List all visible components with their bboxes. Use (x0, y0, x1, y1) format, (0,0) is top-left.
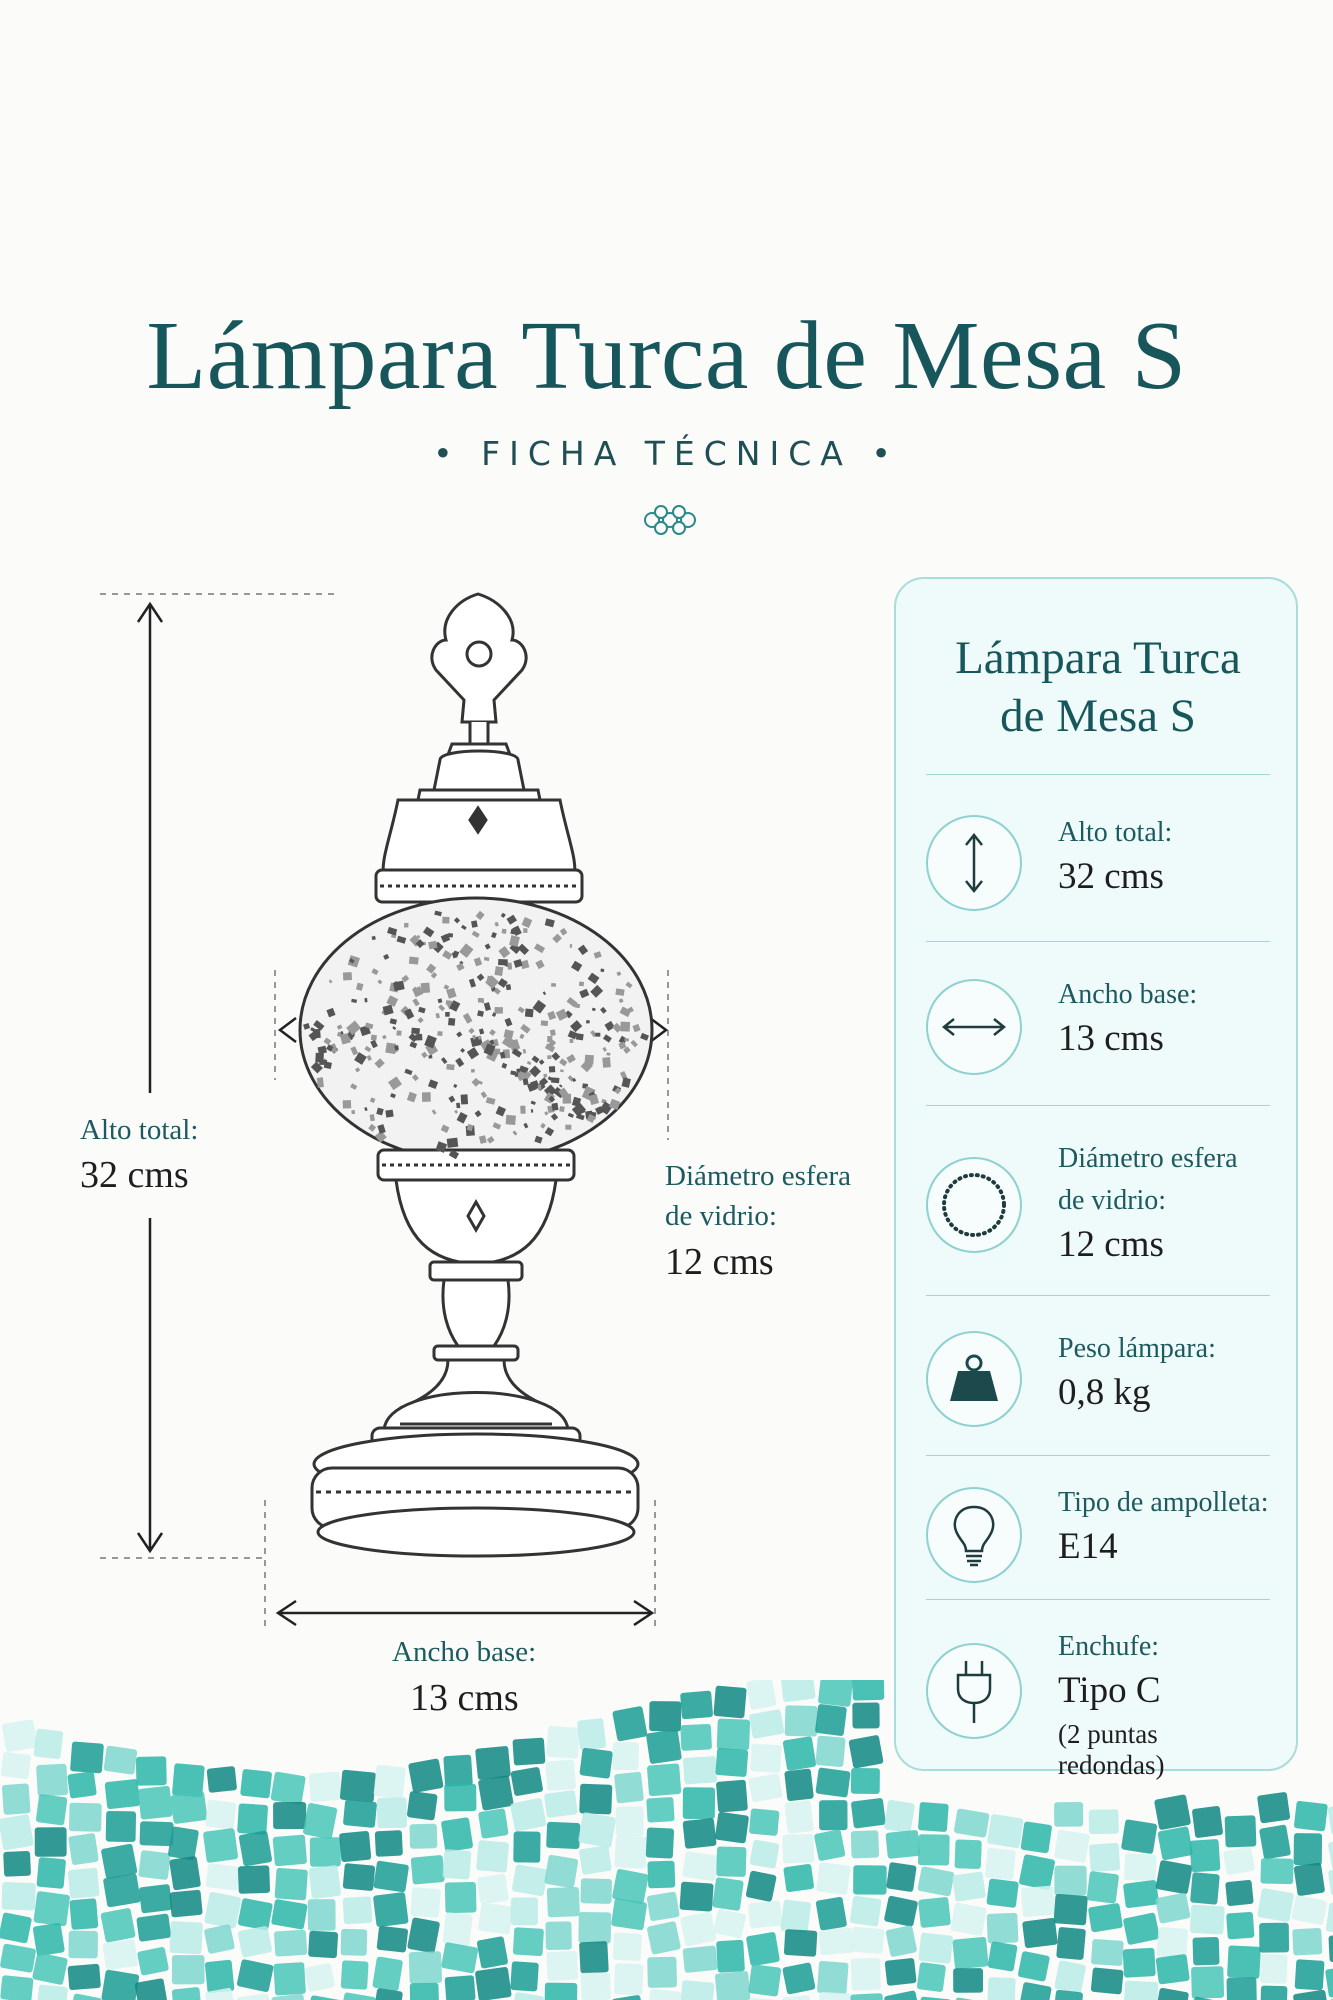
spec-label: Ancho base: (1058, 979, 1198, 1010)
horizontal-arrow-icon (926, 979, 1022, 1075)
spec-label: Tipo de ampolleta: (1058, 1487, 1269, 1518)
spec-card (894, 577, 1298, 1780)
spec-divider (926, 774, 1270, 775)
spec-label-line2: de vidrio: (1058, 1185, 1167, 1216)
spec-divider (926, 1105, 1270, 1106)
ornament-divider-icon (400, 500, 940, 540)
base-label: Ancho base: (392, 1636, 537, 1668)
spec-divider (926, 1599, 1270, 1600)
spec-row-height (926, 807, 1270, 917)
spec-value: 0,8 kg (1058, 1372, 1151, 1413)
spec-divider (926, 1295, 1270, 1296)
spec-value: Tipo C (1058, 1670, 1161, 1711)
light-bulb-icon (926, 1487, 1022, 1583)
spec-card-title-line2: de Mesa S (1000, 690, 1196, 742)
base-value: 13 cms (410, 1677, 519, 1719)
spec-divider (926, 941, 1270, 942)
sphere-label-line2: de vidrio: (665, 1200, 777, 1232)
spec-row-sphere (926, 1135, 1270, 1285)
spec-divider (926, 1455, 1270, 1456)
spec-card-title-line1: Lámpara Turca (955, 632, 1241, 684)
dotted-circle-icon (926, 1157, 1022, 1253)
height-value: 32 cms (80, 1154, 189, 1196)
page-subtitle: • FICHA TÉCNICA • (433, 434, 900, 473)
sphere-label-line1: Diámetro esfera (665, 1160, 851, 1192)
weight-icon (926, 1331, 1022, 1427)
spec-note: (2 puntas redondas) (1058, 1719, 1165, 1780)
spec-value: 32 cms (1058, 856, 1164, 897)
spec-label-line1: Diámetro esfera (1058, 1143, 1238, 1174)
spec-row-plug (926, 1623, 1270, 1780)
spec-value: 13 cms (1058, 1018, 1164, 1059)
spec-value: 12 cms (1058, 1224, 1164, 1265)
vertical-arrow-icon (926, 815, 1022, 911)
sphere-value: 12 cms (665, 1241, 774, 1283)
spec-row-bulb (926, 1479, 1270, 1589)
spec-row-base (926, 971, 1270, 1081)
spec-row-weight (926, 1323, 1270, 1433)
page-title: Lámpara Turca de Mesa S (146, 302, 1187, 410)
spec-label: Peso lámpara: (1058, 1333, 1216, 1364)
spec-card-title (896, 629, 1300, 745)
spec-value: E14 (1058, 1526, 1118, 1567)
spec-label: Alto total: (1058, 817, 1173, 848)
height-label: Alto total: (80, 1114, 199, 1146)
plug-icon (926, 1643, 1022, 1739)
spec-label: Enchufe: (1058, 1631, 1160, 1662)
